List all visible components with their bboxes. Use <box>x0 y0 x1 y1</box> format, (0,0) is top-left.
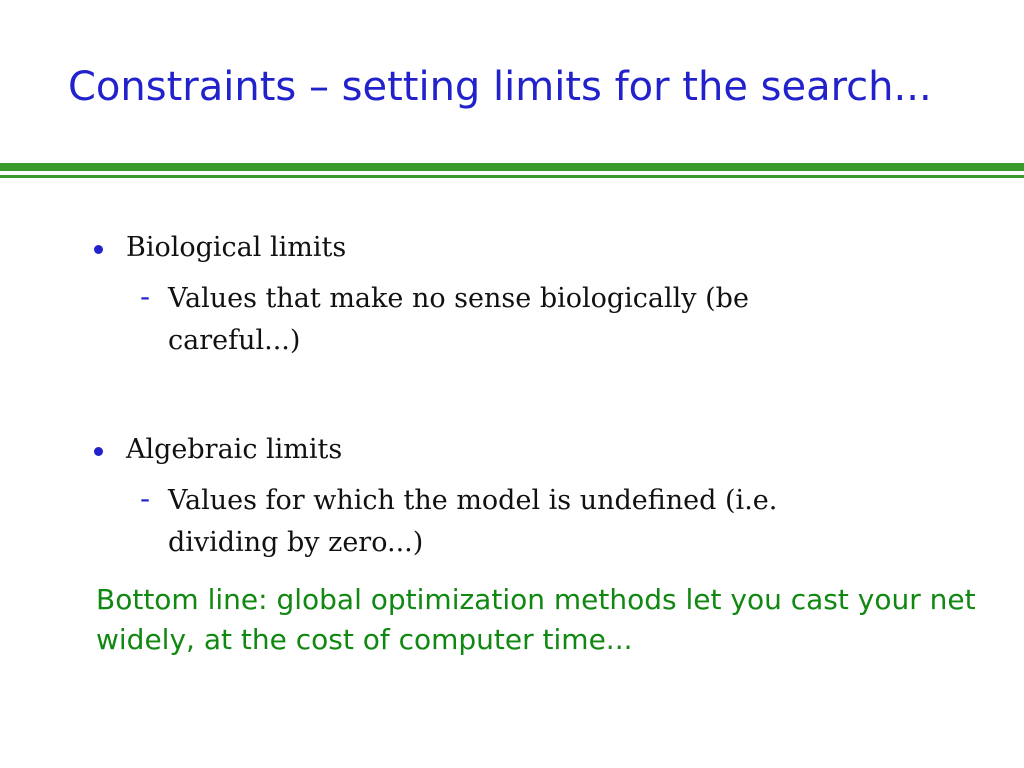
bullet-text: Algebraic limits <box>126 434 343 465</box>
bullet-group-algebraic <box>88 432 968 564</box>
dash-icon: - <box>140 280 151 313</box>
bullet-list <box>88 230 968 564</box>
sub-bullet-item <box>88 278 788 362</box>
title-divider-thick <box>0 163 1024 171</box>
bullet-group-biological <box>88 230 968 362</box>
slide-title: Constraints – setting limits for the search... <box>68 64 932 110</box>
bullet-item <box>88 432 968 468</box>
bullet-dot-icon <box>94 245 103 254</box>
dash-icon: - <box>140 482 151 515</box>
title-divider-thin <box>0 175 1024 178</box>
bottom-line-text: Bottom line: global optimization methods let you cast your net widely, at the cost of computer time... <box>96 583 976 656</box>
sub-bullet-item <box>88 480 788 564</box>
bullet-dot-icon <box>94 447 103 456</box>
sub-bullet-text: Values that make no sense biologically (be careful...) <box>168 283 749 356</box>
bullet-item <box>88 230 968 266</box>
sub-bullet-text: Values for which the model is undefined (i.e. dividing by zero...) <box>168 485 778 558</box>
bullet-text: Biological limits <box>126 232 347 263</box>
